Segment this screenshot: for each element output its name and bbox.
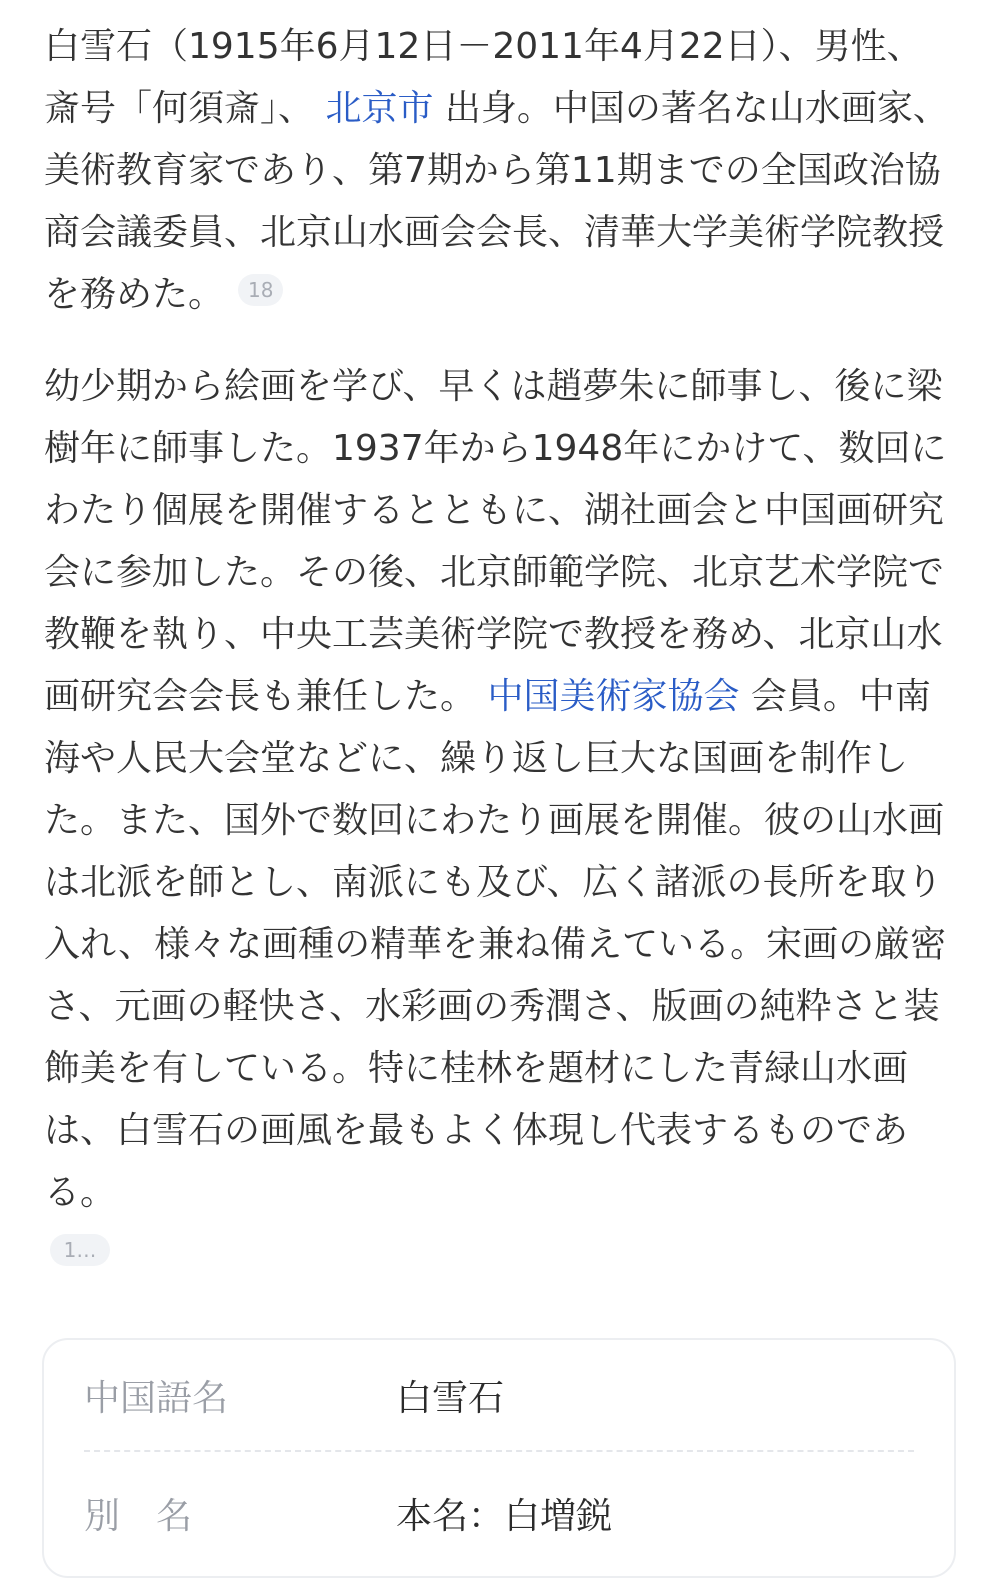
info-row-alias xyxy=(84,1452,914,1562)
biography-text-part1: 幼少期から絵画を学び、早くは趙夢朱に師事し、後に梁樹年に師事した。1937年から1948年にかけて、数回にわたり個展を開催するとともに、湖社画会と中国画研究会に参加した。その後、北京師範学院、北京艺术学院で教鞭を執り、中央工芸美術学院で教授を務め、北京山水画研究会会長も兼任した。 xyxy=(44,366,947,717)
info-row-chinese-name xyxy=(84,1340,914,1452)
artists-association-link[interactable]: 中国美術家協会 xyxy=(487,676,740,717)
info-label: 別 名 xyxy=(84,1496,193,1537)
biography-paragraph xyxy=(44,356,950,1224)
beijing-link[interactable]: 北京市 xyxy=(325,88,434,129)
info-label: 中国語名 xyxy=(84,1378,229,1419)
article-content xyxy=(44,16,950,1266)
info-value: 本名：白増鋭 xyxy=(396,1496,613,1537)
info-card xyxy=(42,1338,956,1578)
biography-text-part2: 会員。中南海や人民大会堂などに、繰り返し巨大な国画を制作した。また、国外で数回にわたり画展を開催。彼の山水画は北派を師とし、南派にも及び、広く諸派の長所を取り入れ、様々な画種の精華を兼ね備えている。宋画の厳密さ、元画の軽快さ、水彩画の秀潤さ、版画の純粋さと装飾美を有している。特に桂林を題材にした青緑山水画は、白雪石の画風を最もよく体現し代表するものである。 xyxy=(44,676,947,1213)
citation-badge[interactable]: 18 xyxy=(238,274,283,306)
info-value: 白雪石 xyxy=(396,1378,505,1419)
intro-text-part1: 白雪石（1915年6月12日－2011年4月22日）、男性、斎号「何須斎」、 xyxy=(44,26,923,129)
intro-text-part2: 出身。中国の著名な山水画家、美術教育家であり、第7期から第11期までの全国政治協商会議委員、北京山水画会会長、清華大学美術学院教授を務めた。 xyxy=(44,88,949,315)
citation-more-badge[interactable]: 1… xyxy=(50,1234,110,1266)
intro-paragraph xyxy=(44,16,950,326)
